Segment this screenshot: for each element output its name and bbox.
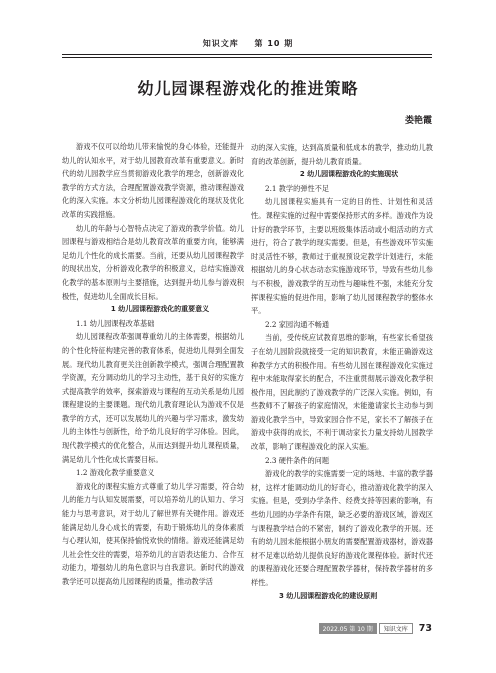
header-rule-thick bbox=[62, 54, 432, 55]
issue-number: 第 10 期 bbox=[254, 39, 294, 48]
page-footer bbox=[319, 622, 432, 634]
section-heading: 3 幼儿园课程游戏化的建设原则 bbox=[279, 591, 378, 600]
subsection-heading: 2.2 家园沟通不畅通 bbox=[265, 319, 330, 329]
subsection-heading: 1.2 游戏化教学重要意义 bbox=[76, 468, 155, 478]
paragraph: 游戏不仅可以给幼儿带来愉悦的身心体验，还能提升幼儿的认知水平，对于幼儿园教育改革有重要意义。新时代的幼儿园教学应当贯彻游戏化教学的理念，创新游戏化教学的方式方法，合理配置游戏教学资源，推动课程游戏化的深入实施。本文分析幼儿园课程游戏化的现状及优化改革的实践措施。 bbox=[62, 142, 244, 219]
paragraph: 幼儿园课程改革强调尊重幼儿的主体需要，根据幼儿的个性化特征构建完善的教育体系，促进幼儿得到全面发展。现代幼儿教育更关注创新教学模式，强调合理配置教学资源，充分调动幼儿的学习主动性，基于良好的实施方式提高教学的效率，探索游戏与课程的互动关系是幼儿园课程建设的主要课题。现代幼儿教育理论认为游戏不仅是教学的方式，还可以发展幼儿的兴趣与学习需求，激发幼儿的主体性与创新性，给予幼儿良好的学习体验。因此，现代教学模式的优化整合，从而达到提升幼儿课程质量，满足幼儿个性化成长需要目标。 bbox=[62, 332, 244, 464]
paragraph: 游戏化的课程实施方式尊重了幼儿学习需要，符合幼儿的能力与认知发展需要，可以培养幼儿的认知力、学习能力与思考意识，对于幼儿了解世界有关键作用。游戏还能满足幼儿身心成长的需要，有助于锻炼幼儿的身体素质与心理认知，使其保持愉悦欢快的情绪。游戏还能满足幼儿社会性交往的需要，培养幼儿的言语表达能力、合作互动能力，增强幼儿的角色意识与自我意识。新时代的游戏教学还可以提高幼儿园课程的质量，推动教学活 bbox=[62, 481, 244, 586]
left-column bbox=[62, 140, 244, 589]
paragraph: 幼儿的年龄与心智特点决定了游戏的教学价值。幼儿园课程与游戏相结合是幼儿教育改革的重要方向，能够满足幼儿个性化的成长需要。当前，还要从幼儿园课程教学的现状出发，分析游戏化教学的积极意义，总结实施游戏化教学的基本原则与主要措施，达到提升幼儿参与游戏积极性，促进幼儿全面成长目标。 bbox=[62, 223, 244, 301]
subsection-heading: 2.1 教学的弹性不足 bbox=[265, 183, 330, 193]
footer-magazine: 知识文库 bbox=[379, 623, 413, 634]
section-heading: 1 幼儿园课程游戏化的重要意义 bbox=[110, 305, 210, 314]
right-column bbox=[251, 141, 433, 603]
footer-issue: 2022.05 第 10 期 bbox=[319, 623, 377, 634]
running-header bbox=[0, 38, 496, 52]
header-rule-thin bbox=[62, 57, 432, 58]
page-number: 73 bbox=[418, 622, 432, 634]
article-title: 幼儿园课程游戏化的推进策略 bbox=[137, 79, 359, 98]
subsection-heading: 2.3 硬件条件的问题 bbox=[265, 455, 330, 465]
paragraph: 幼儿园课程实施具有一定的目的性、计划性和灵活性。课程实施的过程中需要保持形式的多样。游戏作为设计好的教学环节，主要以班级集体活动或小组活动的方式进行，符合了教学的现实需要。但是，有些游戏环节实施时灵活性不够，教师过于重视预设定教学计划进行，未能根据幼儿的身心状态动态实施游戏环节，导致有些幼儿参与不积极，游戏教学的互动性与趣味性不强，未能充分发挥课程实施的促进作用，影响了幼儿园课程教学的整体水平。 bbox=[251, 197, 433, 316]
article-author: 娄艳霞 bbox=[404, 116, 432, 126]
subsection-heading: 1.1 幼儿园课程改革基础 bbox=[76, 318, 155, 328]
paragraph: 当前，受传统应试教育思维的影响，有些家长希望孩子在幼儿园阶段就接受一定的知识教育，未能正确游戏这种教学方式的积极作用。有些幼儿园在课程游戏化实施过程中未能取得家长的配合，不注重贯彻展示游戏化教学积极作用，因此制约了游戏教学的广泛深入实施。例如，有些教师不了解孩子的家庭情况，未能邀请家长主动参与到游戏化教学当中，导致家园合作不足，家长不了解孩子在游戏中获得的成长，不利于调动家长力量支持幼儿园教学改革，影响了课程游戏化的深入实施。 bbox=[251, 333, 433, 452]
paragraph: 游戏化的教学的实施需要一定的场地、丰富的教学器材，这样才能调动幼儿的好奇心，推动游戏化教学的深入实施。但是，受到办学条件、经费支持等因素的影响，有些幼儿园的办学条件有限，缺乏必要的游戏区域，游戏区与课程教学结合的不紧密，制约了游戏化教学的开展。还有的幼儿园未能根据小朋友的需要配置游戏器材，游戏器材不足难以给幼儿提供良好的游戏化课程体验。新时代还的课程游戏化还要合理配置教学器材，保持教学器材的多样性。 bbox=[251, 469, 433, 587]
paragraph: 动的深入实施，达到高质量和低成本的教学，推动幼儿教育的改革创新，提升幼儿教育质量。 bbox=[251, 143, 433, 166]
section-heading: 2 幼儿园课程游戏化的实施现状 bbox=[299, 170, 399, 179]
journal-name: 知识文库 bbox=[202, 39, 239, 48]
